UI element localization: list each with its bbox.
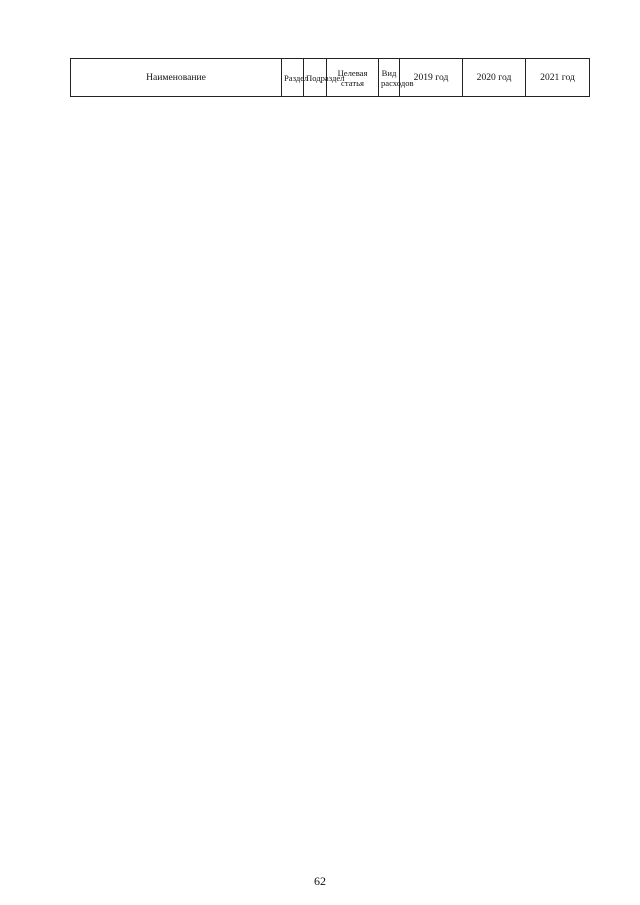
- budget-table-container: [70, 58, 589, 97]
- header-name: Наименование: [71, 59, 282, 97]
- header-section: Раздел: [282, 59, 304, 97]
- budget-table: [70, 58, 590, 97]
- header-2021: 2021 год: [526, 59, 590, 97]
- page-number: 62: [314, 874, 326, 888]
- table-header-row: [71, 59, 590, 97]
- header-expense-type: Вид расходов: [379, 59, 400, 97]
- header-2019: 2019 год: [400, 59, 463, 97]
- header-2020: 2020 год: [463, 59, 526, 97]
- header-subsection: Подраздел: [304, 59, 327, 97]
- header-target-article: Целевая статья: [327, 59, 379, 97]
